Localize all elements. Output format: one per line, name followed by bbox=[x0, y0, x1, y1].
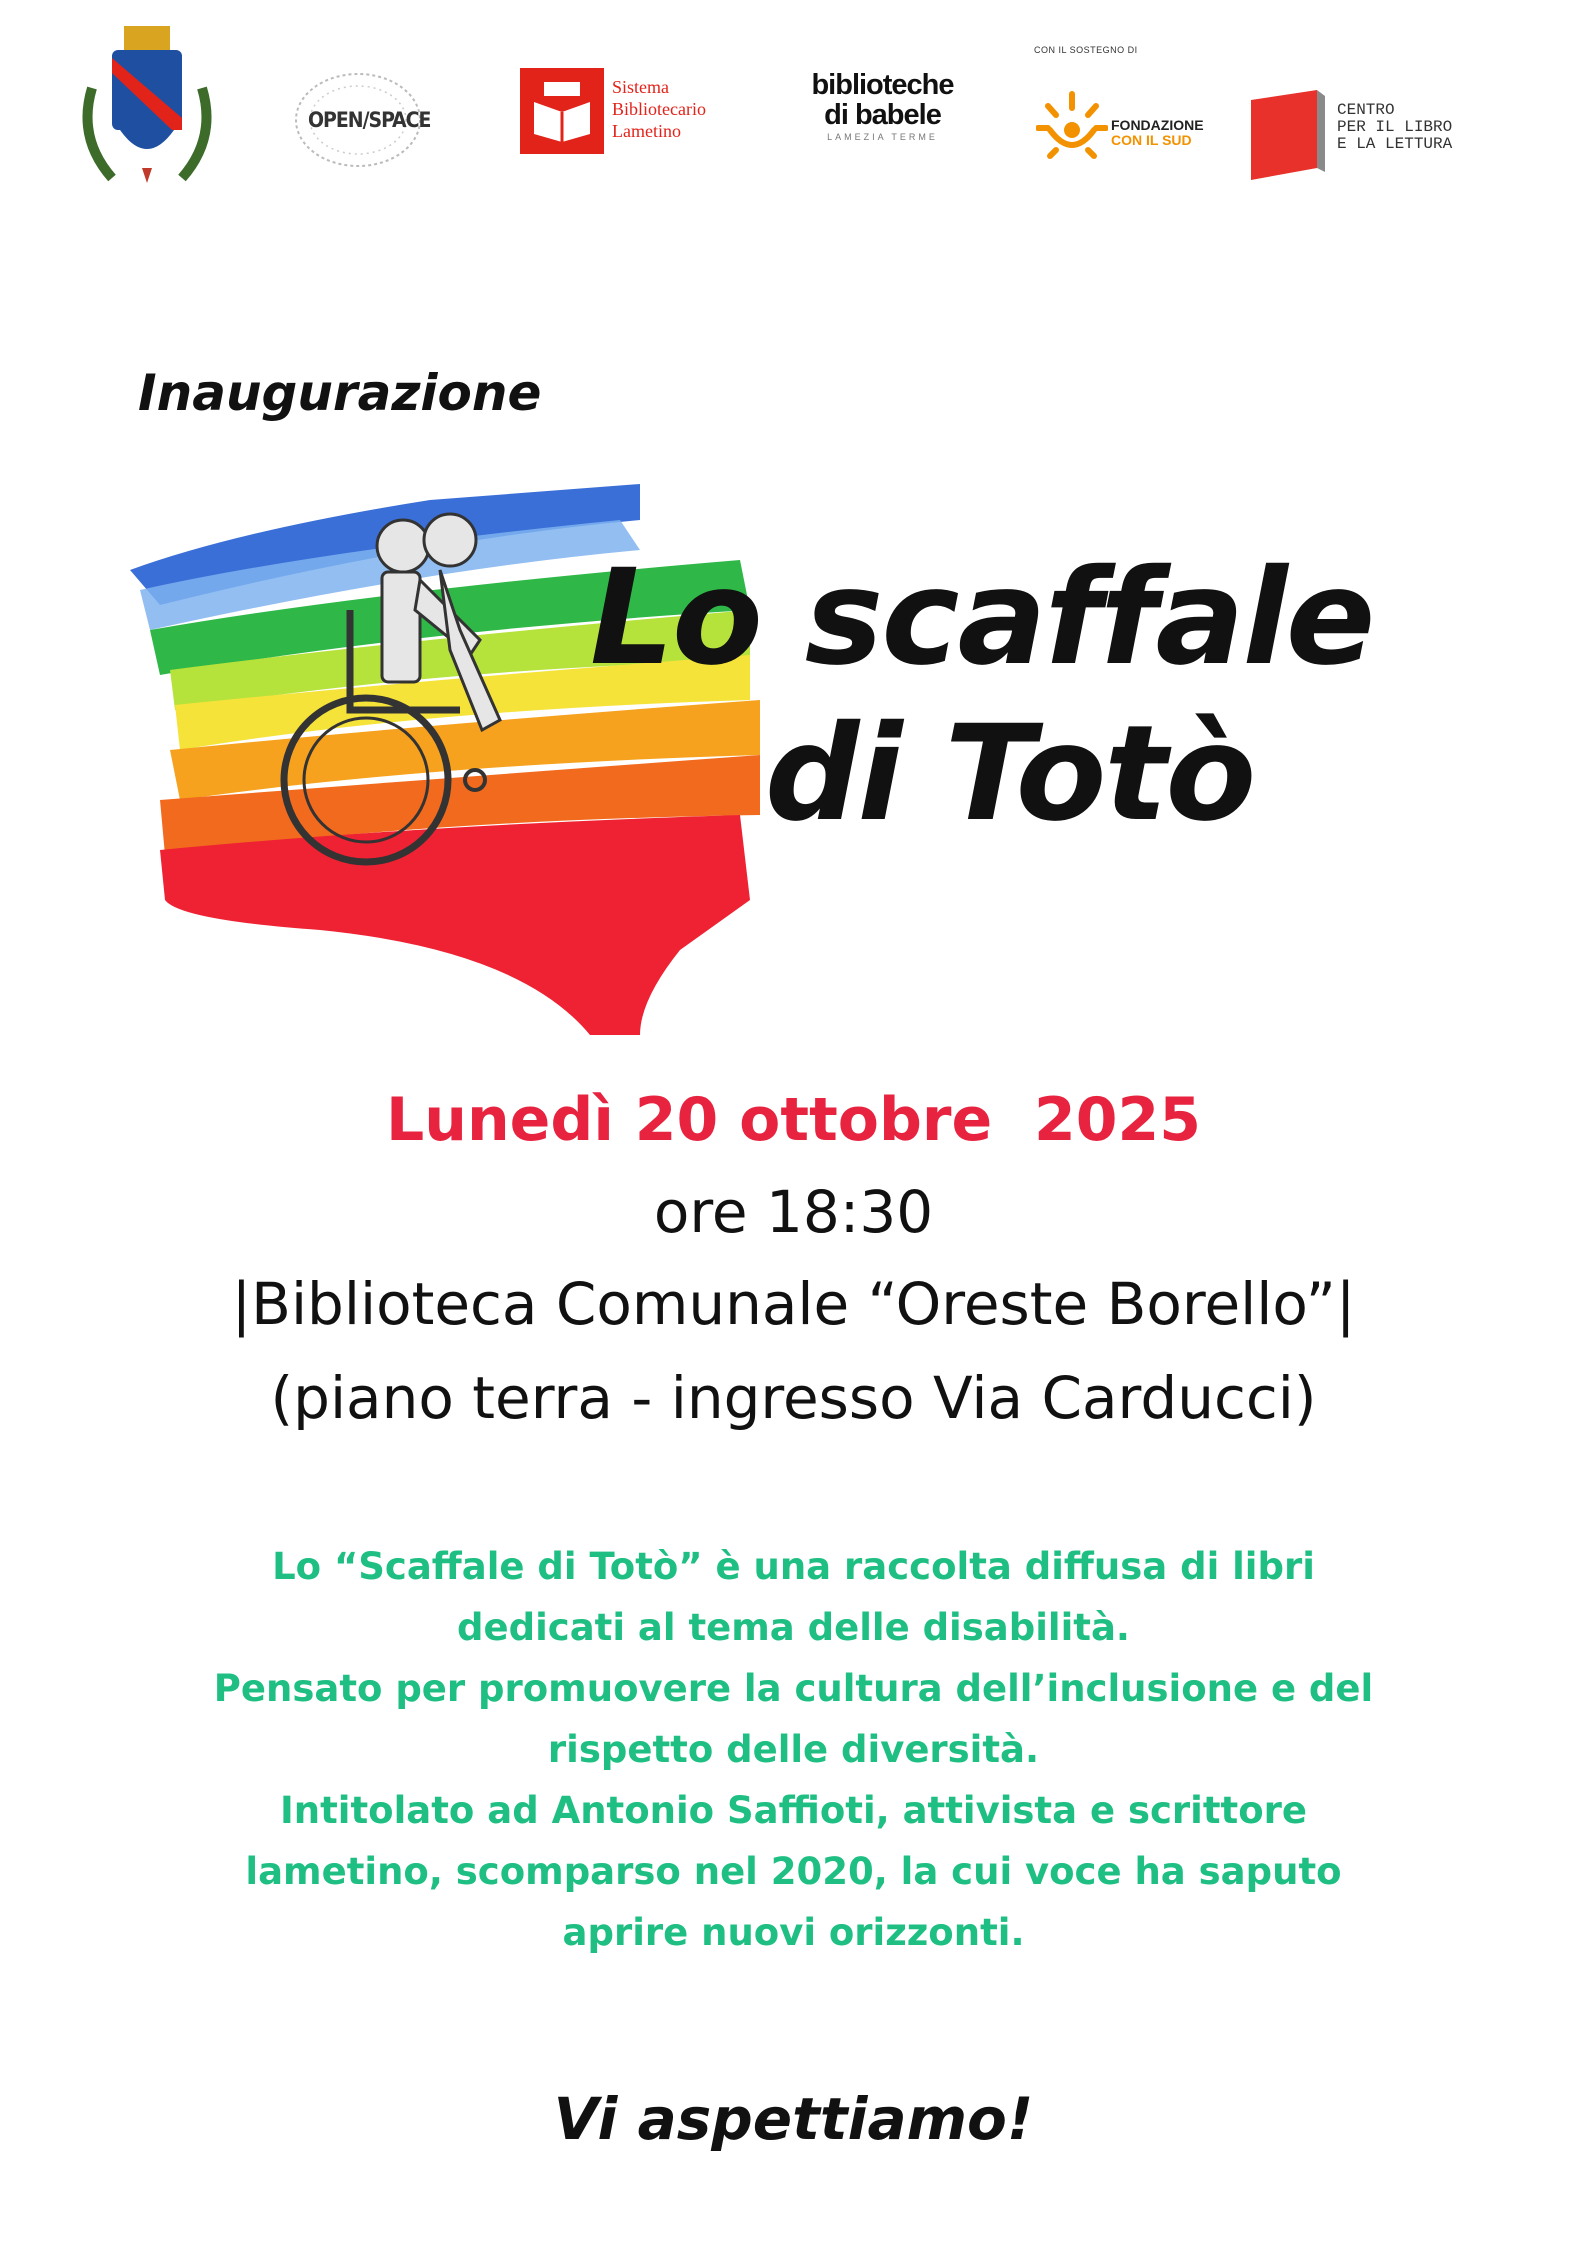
biblioteche-di-babele-logo bbox=[790, 70, 975, 150]
cpll-line-1: CENTRO bbox=[1337, 101, 1395, 119]
description-line: Pensato per promuovere la cultura dell’inclusione e del bbox=[213, 1667, 1374, 1710]
fondazione-con-il-sud-logo bbox=[1036, 88, 1216, 178]
description-line: Lo “Scaffale di Totò” è una raccolta diffusa di libri bbox=[272, 1545, 1315, 1588]
book-shape-icon bbox=[1245, 88, 1329, 183]
event-floor: (piano terra - ingresso Via Carducci) bbox=[270, 1364, 1317, 1432]
openspace-logo bbox=[290, 68, 430, 178]
closing-text: Vi aspettiamo! bbox=[553, 2085, 1034, 2153]
babele-line-1: biblioteche bbox=[811, 69, 954, 101]
title-line-2: di Totò bbox=[765, 697, 1255, 851]
sbl-line-3: Lametino bbox=[612, 121, 681, 141]
event-time: ore 18:30 bbox=[653, 1178, 934, 1246]
cpll-line-3: E LA LETTURA bbox=[1337, 135, 1453, 153]
sun-icon bbox=[1036, 88, 1108, 168]
cpll-line-2: PER IL LIBRO bbox=[1337, 118, 1453, 136]
description-line: dedicati al tema delle disabilità. bbox=[457, 1606, 1130, 1649]
event-date: Lunedì 20 ottobre 2025 bbox=[386, 1085, 1201, 1155]
babele-line-2: di babele bbox=[824, 99, 941, 131]
babele-line-3: LAMEZIA TERME bbox=[827, 132, 938, 142]
municipal-crest-icon bbox=[72, 18, 222, 198]
description-line: lametino, scomparso nel 2020, la cui voce ha saputo bbox=[245, 1850, 1342, 1893]
description-line: rispetto delle diversità. bbox=[547, 1728, 1040, 1771]
sbl-line-1: Sistema bbox=[612, 77, 669, 97]
description-line: Intitolato ad Antonio Saffioti, attivista e scrittore bbox=[280, 1789, 1307, 1832]
sistema-bibliotecario-logo bbox=[520, 68, 730, 158]
sbl-line-2: Bibliotecario bbox=[612, 99, 706, 119]
openspace-logo-text: OPEN/SPACE bbox=[308, 108, 431, 132]
sostegno-label: CON IL SOSTEGNO DI bbox=[1034, 45, 1138, 55]
event-venue: |Biblioteca Comunale “Oreste Borello”| bbox=[231, 1270, 1356, 1338]
description-line: aprire nuovi orizzonti. bbox=[562, 1911, 1025, 1954]
fondazione-line-2: CON IL SUD bbox=[1111, 132, 1192, 148]
open-book-icon bbox=[520, 68, 604, 154]
inaugurazione-heading: Inaugurazione bbox=[138, 364, 542, 422]
centro-libro-lettura-logo bbox=[1245, 88, 1485, 183]
description-block bbox=[0, 1536, 1587, 1963]
title-line-1: Lo scaffale bbox=[590, 541, 1374, 695]
fondazione-line-1: FONDAZIONE bbox=[1111, 117, 1204, 133]
